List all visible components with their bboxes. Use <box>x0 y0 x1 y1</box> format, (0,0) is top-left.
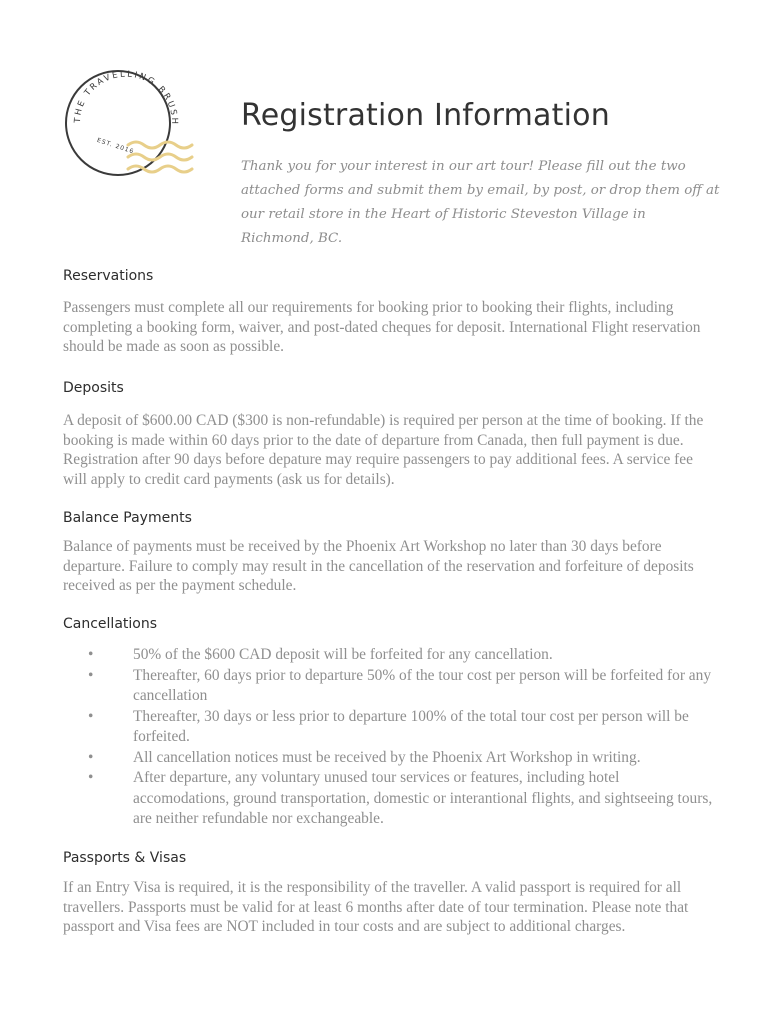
wave-lines-icon <box>128 142 192 172</box>
cancellations-heading: Cancellations <box>63 616 158 632</box>
logo-arc-text: THE TRAVELLING BRUSH <box>72 69 180 127</box>
list-item-text: After departure, any voluntary unused tour services or features, including hotel accomodations, ground transportation, domestic or interantional flights, and sightseeing tours, are neither refundable nor exchangeable. <box>133 769 713 827</box>
bullet-icon: • <box>88 646 94 663</box>
list-item <box>63 707 713 748</box>
list-item-text: Thereafter, 60 days prior to departure 50% of the tour cost per person will be forfeited for any cancellation <box>133 666 712 704</box>
reservations-heading: Reservations <box>63 268 154 284</box>
cancellations-list <box>63 645 713 830</box>
logo-est-text: EST. 2016 <box>96 136 135 156</box>
deposits-body: A deposit of $600.00 CAD ($300 is non-refundable) is required per person at the time of booking. If the booking is made within 60 days prior to the date of departure from Canada, then full payment is due. Registration after 90 days before depature may require passengers to pay additional fees. A service fee will apply to credit card payments (ask us for details). <box>63 412 704 488</box>
travelling-brush-logo <box>60 64 200 182</box>
list-item <box>63 748 713 769</box>
deposits-heading: Deposits <box>63 380 124 396</box>
list-item <box>63 645 713 666</box>
list-item-text: All cancellation notices must be received by the Phoenix Art Workshop in writing. <box>133 748 641 766</box>
passports-visas-body: If an Entry Visa is required, it is the responsibility of the traveller. A valid passport is required for all travellers. Passports must be valid for at least 6 months after date of tour termination. Please note that passport and Visa fees are NOT included in tour costs and are subject to additional charges. <box>63 879 689 935</box>
page-title: Registration Information <box>241 98 610 133</box>
balance-payments-body: Balance of payments must be received by the Phoenix Art Workshop no later than 30 days before departure. Failure to comply may result in the cancellation of the reservation and forfeiture of deposits received as per the payment schedule. <box>63 538 694 594</box>
list-item-text: 50% of the $600 CAD deposit will be forfeited for any cancellation. <box>133 646 553 663</box>
list-item <box>63 666 713 707</box>
intro-text: Thank you for your interest in our art tour! Please fill out the two attached forms and submit them by email, by post, or drop them off at our retail store in the Heart of Historic Steveston Village in Richmond, BC. <box>241 159 720 246</box>
passports-visas-heading: Passports & Visas <box>63 850 187 866</box>
bullet-icon: • <box>88 666 94 684</box>
list-item <box>63 768 713 830</box>
list-item-text: Thereafter, 30 days or less prior to departure 100% of the total tour cost per person will be forfeited. <box>133 707 689 745</box>
bullet-icon: • <box>88 769 94 786</box>
bullet-icon: • <box>88 748 94 766</box>
balance-payments-heading: Balance Payments <box>63 510 192 526</box>
bullet-icon: • <box>88 707 94 725</box>
reservations-body: Passengers must complete all our requirements for booking prior to booking their flights, including completing a booking form, waiver, and post-dated cheques for deposit. International Flight reservation should be made as soon as possible. <box>63 299 701 355</box>
